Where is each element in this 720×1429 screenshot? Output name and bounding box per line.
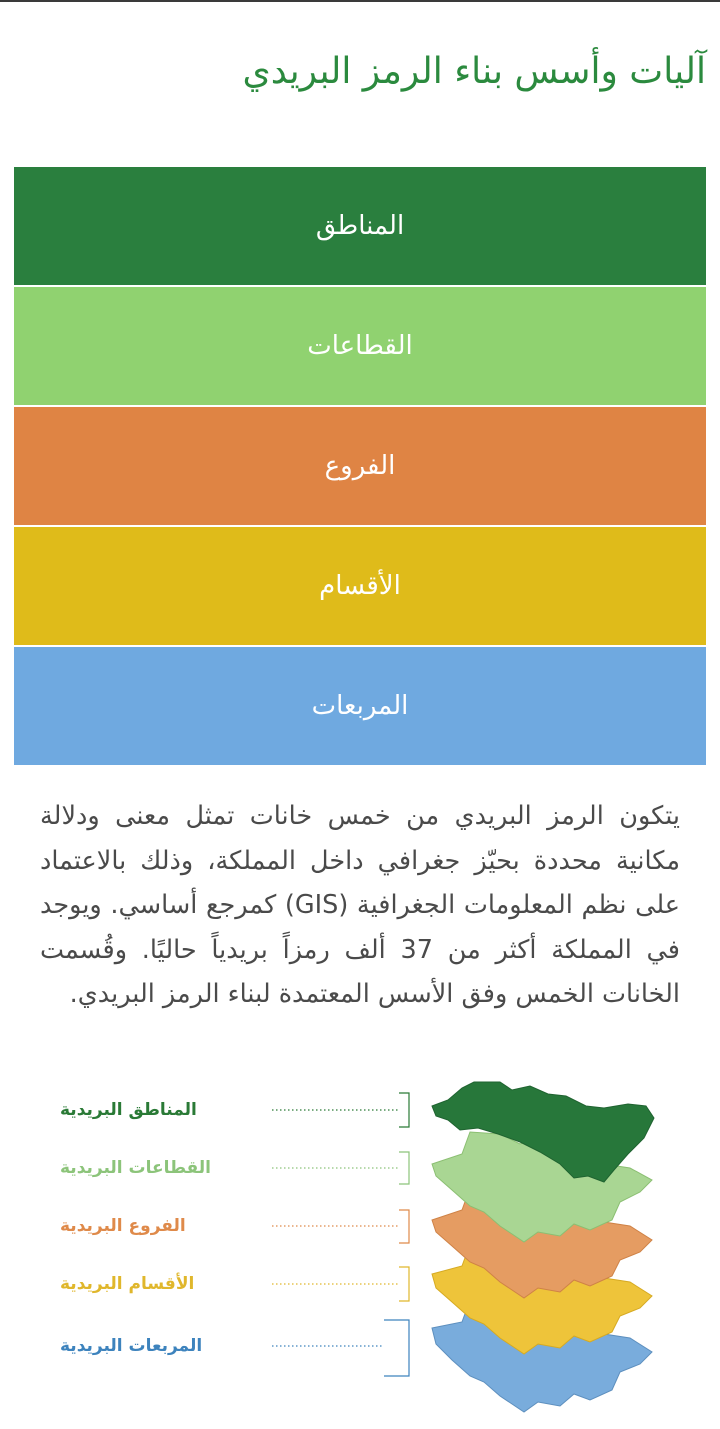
layer-label-divisions: الأقسام البريدية bbox=[60, 1274, 195, 1294]
leader-branches bbox=[272, 1210, 409, 1243]
postal-levels-list bbox=[14, 167, 706, 765]
level-sectors: القطاعات bbox=[14, 287, 706, 407]
layer-label-branches: الفروع البريدية bbox=[60, 1216, 186, 1236]
level-regions: المناطق bbox=[14, 167, 706, 287]
level-squares: المربعات bbox=[14, 647, 706, 765]
page-title: آليات وأسس بناء الرمز البريدي bbox=[242, 51, 706, 92]
top-divider bbox=[0, 0, 720, 2]
leader-divisions bbox=[272, 1267, 409, 1301]
saudi-map-layers-graphic bbox=[0, 1060, 720, 1429]
layer-label-regions: المناطق البريدية bbox=[60, 1100, 197, 1120]
layer-label-squares: المربعات البريدية bbox=[60, 1336, 203, 1356]
description-paragraph: يتكون الرمز البريدي من خمس خانات تمثل معنى ودلالة مكانية محددة بحيّز جغرافي داخل المملكة، وذلك بالاعتماد على نظم المعلومات الجغرافية (GIS) كمرجع أساسي. ويوجد في المملكة أكثر من 37 ألف رمزاً بريدياً حاليًا. وقُسمت الخانات الخمس وفق الأسس المعتمدة لبناء الرمز البريدي. bbox=[40, 801, 680, 1009]
level-divisions: الأقسام bbox=[14, 527, 706, 647]
leader-sectors bbox=[272, 1152, 409, 1184]
leader-squares bbox=[272, 1320, 409, 1376]
level-branches: الفروع bbox=[14, 407, 706, 527]
postal-layers-diagram bbox=[0, 1060, 720, 1429]
layer-label-sectors: القطاعات البريدية bbox=[60, 1158, 212, 1178]
leader-regions bbox=[272, 1093, 409, 1127]
